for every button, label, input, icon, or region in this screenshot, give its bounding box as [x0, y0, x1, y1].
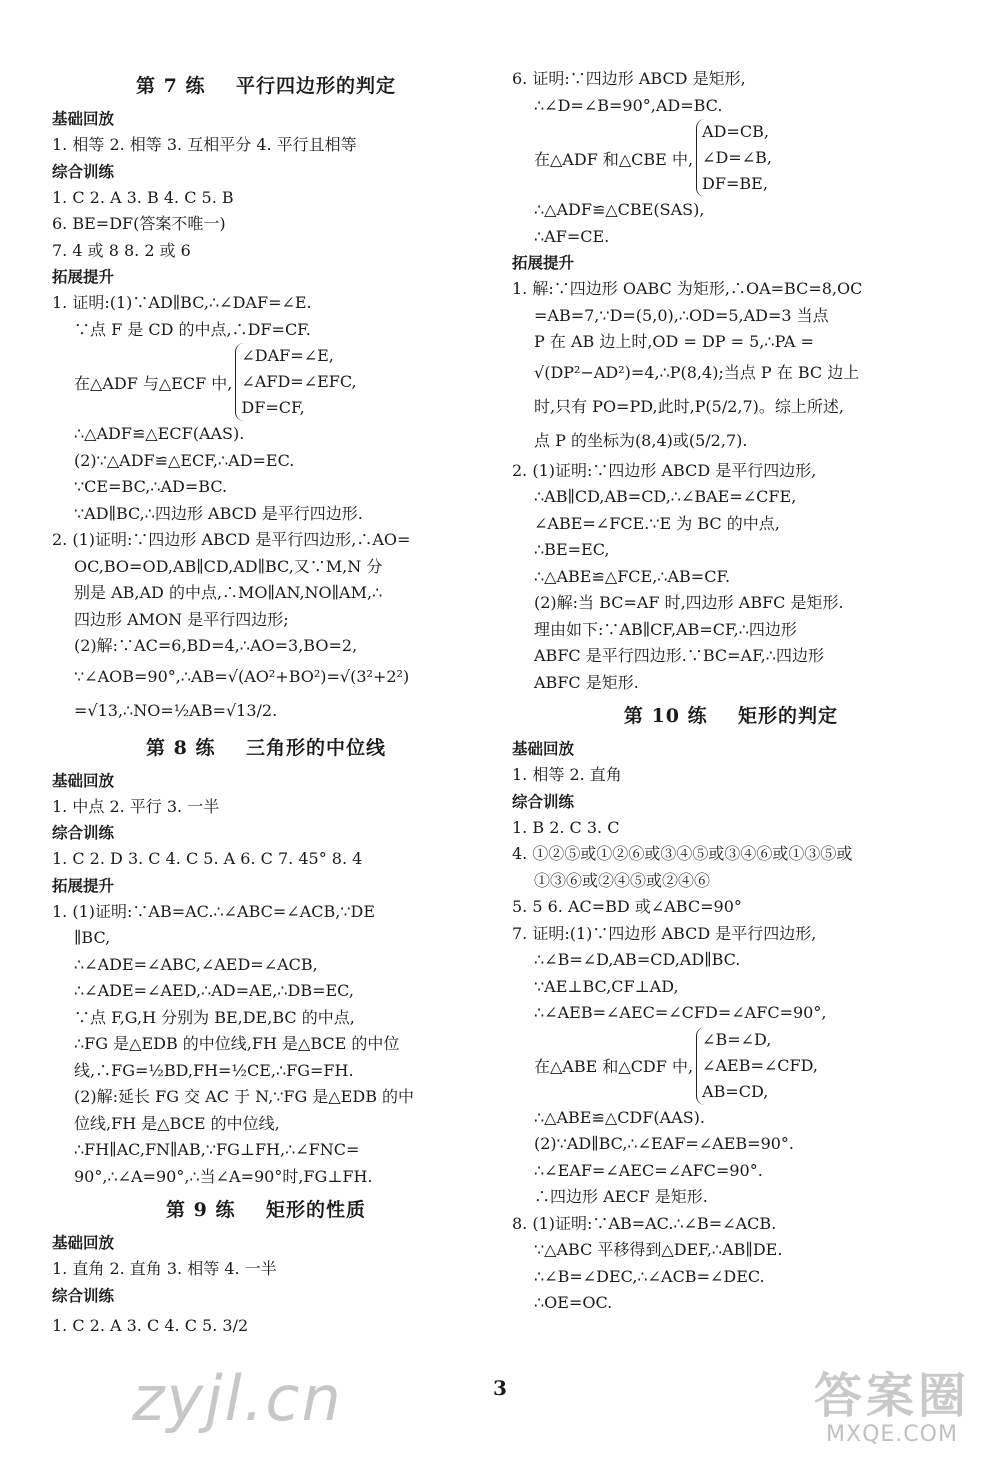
- subheading-extension: 拓展提升: [52, 268, 115, 286]
- answer-line: 7. 4 或 8 8. 2 或 6: [52, 240, 191, 260]
- answer-line: 2. (1)证明:∵四边形 ABCD 是平行四边形,∴AO=: [52, 530, 411, 549]
- answer-line: 7. 证明:(1)∵四边形 ABCD 是平行四边形,: [512, 923, 817, 943]
- condition: AB=CD,: [702, 1081, 769, 1101]
- answer-line: 8. (1)证明:∵AB=AC.∴∠B=∠ACB.: [512, 1213, 777, 1233]
- subheading-extension: 拓展提升: [52, 876, 115, 895]
- answer-line: 1. B 2. C 3. C: [512, 817, 620, 837]
- answer-line: 时,只有 PO=PD,此时,P(5/2,7)。综上所述,: [534, 396, 845, 416]
- watermark-zyjl-logo: zyjl.cn: [132, 1362, 343, 1435]
- answer-line: ABFC 是矩形.: [534, 672, 639, 692]
- answer-line: 别是 AB,AD 的中点,∴MO∥AN,NO∥AM,∴: [74, 583, 383, 602]
- subheading-comprehensive: 综合训练: [52, 162, 115, 181]
- brace-system: [512, 119, 950, 197]
- answer-line: ∵点 F 是 CD 的中点,∴DF=CF.: [74, 319, 311, 339]
- answer-line: =AB=7,∵D=(5,0),∴OD=5,AD=3 当点: [534, 305, 829, 325]
- answer-line: =√13,∴NO=½AB=√13/2.: [74, 700, 278, 720]
- subheading-comprehensive: 综合训练: [52, 1286, 115, 1305]
- answer-line: ∴∠ADE=∠AED,∴AD=AE,∴DB=EC,: [74, 981, 354, 1000]
- answer-line: ∵CE=BC,∴AD=BC.: [74, 477, 228, 496]
- answer-line: ∴△ADF≌△CBE(SAS),: [534, 200, 705, 219]
- condition: DF=CF,: [241, 398, 305, 417]
- answer-line: 6. BE=DF(答案不唯一): [52, 214, 226, 233]
- subheading-basic-review: 基础回放: [512, 740, 575, 758]
- answer-line: 线,∴FG=½BD,FH=½CE,∴FG=FH.: [74, 1060, 354, 1080]
- watermark-site-text: MXQE.COM: [826, 1422, 958, 1447]
- subheading-basic-review: 基础回放: [52, 110, 115, 128]
- answer-line: ∵点 F,G,H 分别为 BE,DE,BC 的中点,: [74, 1007, 355, 1027]
- section-title-9: 第 9 练 矩形的性质: [166, 1199, 366, 1221]
- answer-line: ∴△ABE≌△FCE,∴AB=CF.: [534, 566, 731, 586]
- answer-line: ∴AF=CE.: [534, 226, 610, 246]
- answer-line: ∴FH∥AC,FN∥AB,∵FG⊥FH,∴∠FNC=: [74, 1140, 360, 1159]
- answer-line: 90°,∴∠A=90°,∴当∠A=90°时,FG⊥FH.: [74, 1166, 373, 1186]
- answer-line: 1. 相等 2. 相等 3. 互相平分 4. 平行且相等: [52, 135, 357, 154]
- left-column: [52, 66, 480, 1343]
- answer-line: 6. 证明:∵四边形 ABCD 是矩形,: [512, 69, 746, 88]
- brace-lead: 在△ADF 和△CBE 中,: [534, 149, 694, 169]
- answer-line: P 在 AB 边上时,OD = DP = 5,∴PA =: [534, 332, 814, 351]
- answer-line: (2)∵AD∥BC,∴∠EAF=∠AEB=90°.: [534, 1134, 795, 1153]
- answer-line: ∴OE=OC.: [534, 1293, 613, 1312]
- condition: AD=CB,: [702, 122, 769, 141]
- answer-line: ∵△ABC 平移得到△DEF,∴AB∥DE.: [534, 1240, 783, 1259]
- answer-line: (2)解:延长 FG 交 AC 于 N,∵FG 是△EDB 的中: [74, 1087, 415, 1106]
- watermark-seal-text: 答案圈: [813, 1368, 970, 1424]
- subheading-basic-review: 基础回放: [52, 1234, 115, 1252]
- answer-line: OC,BO=OD,AB∥CD,AD∥BC,又∵M,N 分: [74, 556, 383, 576]
- answer-line: ∵∠AOB=90°,∴AB=√(AO²+BO²)=√(3²+2²): [74, 666, 410, 686]
- answer-line: 1. C 2. D 3. C 4. C 5. A 6. C 7. 45° 8. 4: [52, 849, 363, 868]
- answer-line: ∴AB∥CD,AB=CD,∴∠BAE=∠CFE,: [534, 487, 797, 506]
- answer-line: ∵AE⊥BC,CF⊥AD,: [534, 976, 679, 996]
- answer-line: √(DP²−AD²)=4,∴P(8,4);当点 P 在 BC 边上: [534, 362, 860, 382]
- answer-line: ∴∠AEB=∠AEC=∠CFD=∠AFC=90°,: [534, 1003, 827, 1022]
- section-title-8: 第 8 练 三角形的中位线: [146, 736, 386, 759]
- answer-line: 1. (1)证明:∵AB=AC.∴∠ABC=∠ACB,∵DE: [52, 901, 376, 921]
- right-column: [512, 66, 950, 1317]
- answer-line: 1. 解:∵四边形 OABC 为矩形,∴OA=BC=8,OC: [512, 279, 863, 298]
- watermark-answer-seal: [812, 1370, 972, 1447]
- section-title-10: 第 10 练 矩形的判定: [623, 705, 839, 727]
- answer-line: ∴BE=EC,: [534, 540, 610, 559]
- answer-line: 2. (1)证明:∵四边形 ABCD 是平行四边形,: [512, 460, 817, 480]
- answer-line: ∥BC,: [74, 928, 111, 947]
- condition: ∠AEB=∠CFD,: [702, 1055, 818, 1075]
- condition: DF=BE,: [702, 174, 768, 193]
- answer-line: ①③⑥或②④⑤或②④⑥: [534, 870, 711, 890]
- subheading-extension: 拓展提升: [512, 254, 575, 272]
- answer-line: 1. 直角 2. 直角 3. 相等 4. 一半: [52, 1259, 277, 1278]
- answer-line: ∴∠EAF=∠AEC=∠AFC=90°.: [534, 1160, 763, 1180]
- answer-line: 四边形 AMON 是平行四边形;: [74, 609, 289, 629]
- answer-line: 1. 证明:(1)∵AD∥BC,∴∠DAF=∠E.: [52, 293, 312, 312]
- brace-system: [512, 1027, 950, 1105]
- answer-line: (2)解:∵AC=6,BD=4,∴AO=3,BO=2,: [74, 636, 358, 655]
- section-title-7: 第 7 练 平行四边形的判定: [136, 75, 396, 97]
- answer-line: ∵AD∥BC,∴四边形 ABCD 是平行四边形.: [74, 503, 363, 523]
- answer-line: 4. ①②⑤或①②⑥或③④⑤或③④⑥或①③⑤或: [512, 844, 853, 863]
- page-number: 3: [493, 1376, 507, 1400]
- answer-line: 理由如下:∵AB∥CF,AB=CF,∴四边形: [534, 619, 797, 639]
- answer-line: 5. 5 6. AC=BD 或∠ABC=90°: [512, 897, 742, 916]
- answer-line: 1. C 2. A 3. B 4. C 5. B: [52, 187, 234, 207]
- answer-line: 1. 相等 2. 直角: [512, 765, 622, 784]
- answer-line: ∠ABE=∠FCE.∵E 为 BC 的中点,: [534, 513, 780, 533]
- brace-conditions: [696, 1027, 818, 1105]
- answer-line: 1. 中点 2. 平行 3. 一半: [52, 796, 220, 816]
- answer-line: ∴∠ADE=∠ABC,∠AED=∠ACB,: [74, 954, 318, 974]
- answer-line: ∴∠B=∠D,AB=CD,AD∥BC.: [534, 950, 741, 969]
- brace-lead: 在△ADF 与△ECF 中,: [74, 373, 233, 393]
- answer-line: 点 P 的坐标为(8,4)或(5/2,7).: [534, 430, 748, 450]
- answer-line: ∴∠B=∠DEC,∴∠ACB=∠DEC.: [534, 1266, 765, 1286]
- subheading-comprehensive: 综合训练: [52, 824, 115, 842]
- answer-line: ∴四边形 AECF 是矩形.: [534, 1187, 708, 1206]
- answer-line: ∴∠D=∠B=90°,AD=BC.: [534, 95, 723, 115]
- answer-line: (2)∵△ADF≌△ECF,∴AD=EC.: [74, 450, 295, 470]
- brace-conditions: [696, 119, 772, 197]
- answer-line: ABFC 是平行四边形.∵BC=AF,∴四边形: [534, 646, 824, 665]
- condition: ∠D=∠B,: [702, 148, 772, 167]
- subheading-comprehensive: 综合训练: [512, 792, 575, 811]
- answer-line: ∴FG 是△EDB 的中位线,FH 是△BCE 的中位: [74, 1034, 400, 1053]
- answer-line: (2)解:当 BC=AF 时,四边形 ABFC 是矩形.: [534, 593, 844, 612]
- answer-line: ∴△ABE≌△CDF(AAS).: [534, 1107, 705, 1127]
- answer-line: 位线,FH 是△BCE 的中位线,: [74, 1113, 280, 1133]
- brace-conditions: [235, 343, 356, 421]
- brace-system: [52, 343, 480, 421]
- answer-line: ∴△ADF≌△ECF(AAS).: [74, 424, 245, 443]
- condition: ∠B=∠D,: [702, 1029, 772, 1049]
- condition: ∠DAF=∠E,: [241, 346, 334, 365]
- condition: ∠AFD=∠EFC,: [241, 372, 357, 391]
- subheading-basic-review: 基础回放: [52, 771, 115, 790]
- brace-lead: 在△ABE 和△CDF 中,: [534, 1057, 694, 1076]
- answer-line: 1. C 2. A 3. C 4. C 5. 3/2: [52, 1315, 249, 1335]
